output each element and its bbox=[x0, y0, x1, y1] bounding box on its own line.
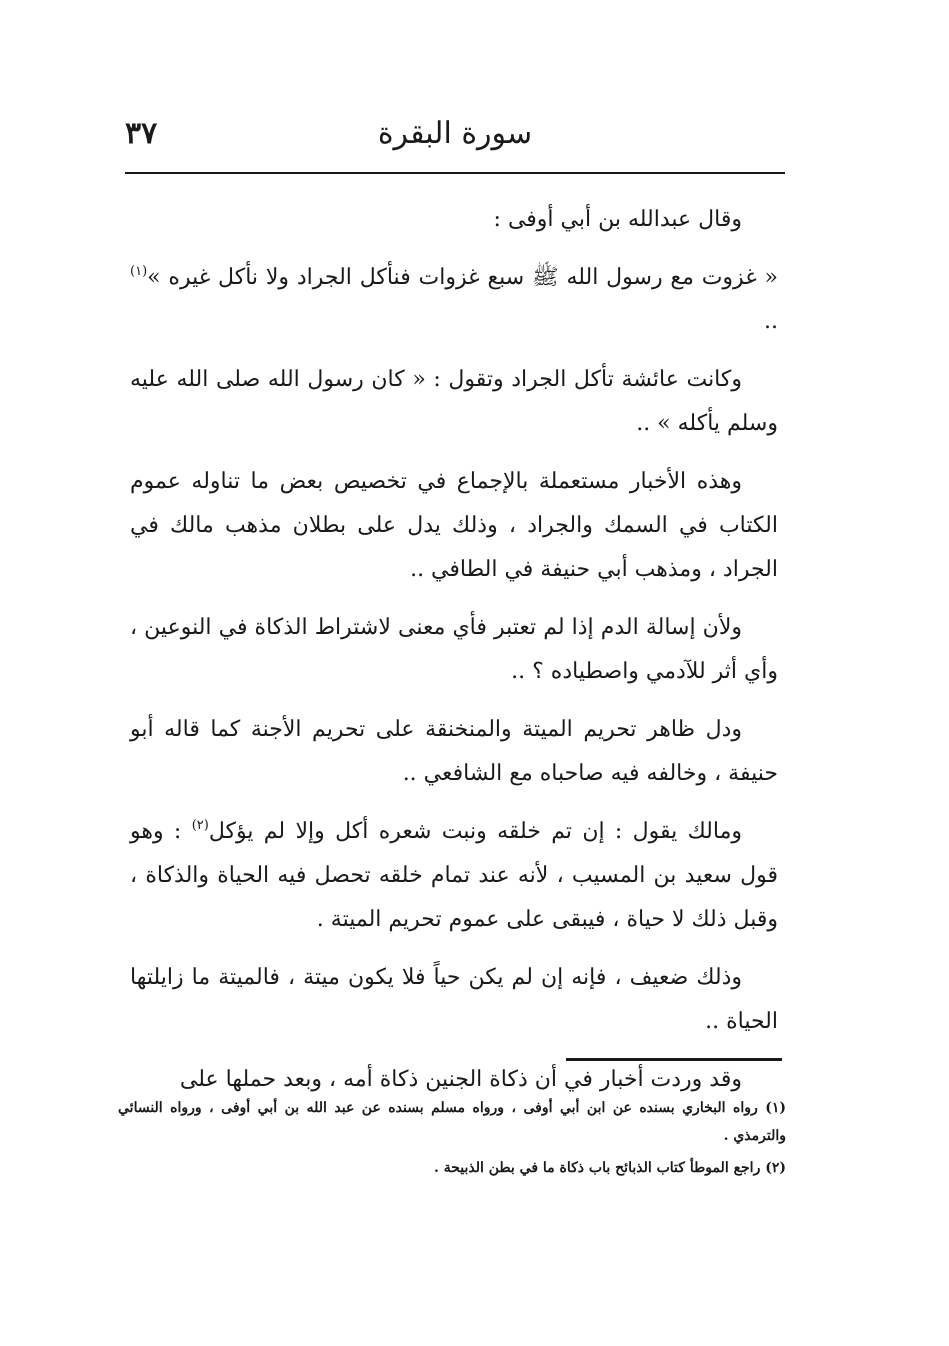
footnote-separator bbox=[566, 1058, 782, 1061]
paragraph-tail: .. bbox=[764, 309, 778, 334]
paragraph-text: ودل ظاهر تحريم الميتة والمنخنقة على تحريم الأجنة كما قاله أبو حنيفة ، وخالفه فيه صاحباه مع الشافعي .. bbox=[130, 717, 778, 786]
page-number: ٣٧ bbox=[125, 116, 158, 151]
paragraph bbox=[130, 358, 778, 446]
paragraph-text: « غزوت مع رسول الله ﷺ سبع غزوات فنأكل الجراد ولا نأكل غيره » bbox=[147, 265, 778, 290]
page-header bbox=[125, 112, 785, 162]
header-rule bbox=[125, 172, 785, 174]
paragraph-text: وقد وردت أخبار في أن ذكاة الجنين ذكاة أمه ، وبعد حملها على bbox=[179, 1067, 742, 1092]
paragraph-tail: : وهو قول سعيد بن المسيب ، لأنه عند تمام خلقه تحصل فيه الحياة والذكاة ، وقبل ذلك لا حياة ، فيبقى على عموم تحريم الميتة . bbox=[130, 819, 778, 932]
paragraph bbox=[130, 606, 778, 694]
paragraph-text: وقال عبدالله بن أبي أوفى : bbox=[493, 207, 742, 232]
paragraph-text: وهذه الأخبار مستعملة بالإجماع في تخصيص بعض ما تناوله عموم الكتاب في السمك والجراد ، وذلك يدل على بطلان مذهب مالك في الجراد ، ومذهب أبي حنيفة في الطافي .. bbox=[130, 469, 778, 582]
paragraph-text: ومالك يقول : إن تم خلقه ونبت شعره أكل وإلا لم يؤكل bbox=[208, 819, 742, 844]
paragraph bbox=[130, 460, 778, 592]
paragraph bbox=[130, 708, 778, 796]
paragraph-text: وكانت عائشة تأكل الجراد وتقول : « كان رسول الله صلى الله عليه وسلم يأكله » .. bbox=[130, 367, 778, 436]
paragraph-text: ولأن إسالة الدم إذا لم تعتبر فأي معنى لاشتراط الذكاة في النوعين ، وأي أثر للآدمي واصطياده ؟ .. bbox=[130, 615, 778, 684]
footnotes bbox=[118, 1094, 786, 1186]
footnote-ref-1[interactable]: (١) bbox=[130, 264, 148, 279]
footnote-1: (١) رواه البخاري بسنده عن ابن أبي أوفى ، ورواه مسلم بسنده عن عبد الله بن أبي أوفى ، ورواه النسائي والترمذي . bbox=[118, 1100, 786, 1144]
body-text bbox=[130, 198, 778, 1116]
paragraph-text: وذلك ضعيف ، فإنه إن لم يكن حياً فلا يكون ميتة ، فالميتة ما زايلتها الحياة .. bbox=[130, 965, 778, 1034]
footnote-2: (٢) راجع الموطأ كتاب الذبائح باب ذكاة ما في بطن الذبيحة . bbox=[433, 1160, 786, 1176]
paragraph bbox=[130, 956, 778, 1044]
paragraph bbox=[130, 810, 778, 942]
quote-paragraph bbox=[130, 256, 778, 344]
running-title: سورة البقرة bbox=[377, 116, 533, 151]
footnote-ref-2[interactable]: (٢) bbox=[191, 818, 209, 833]
paragraph bbox=[130, 198, 778, 242]
